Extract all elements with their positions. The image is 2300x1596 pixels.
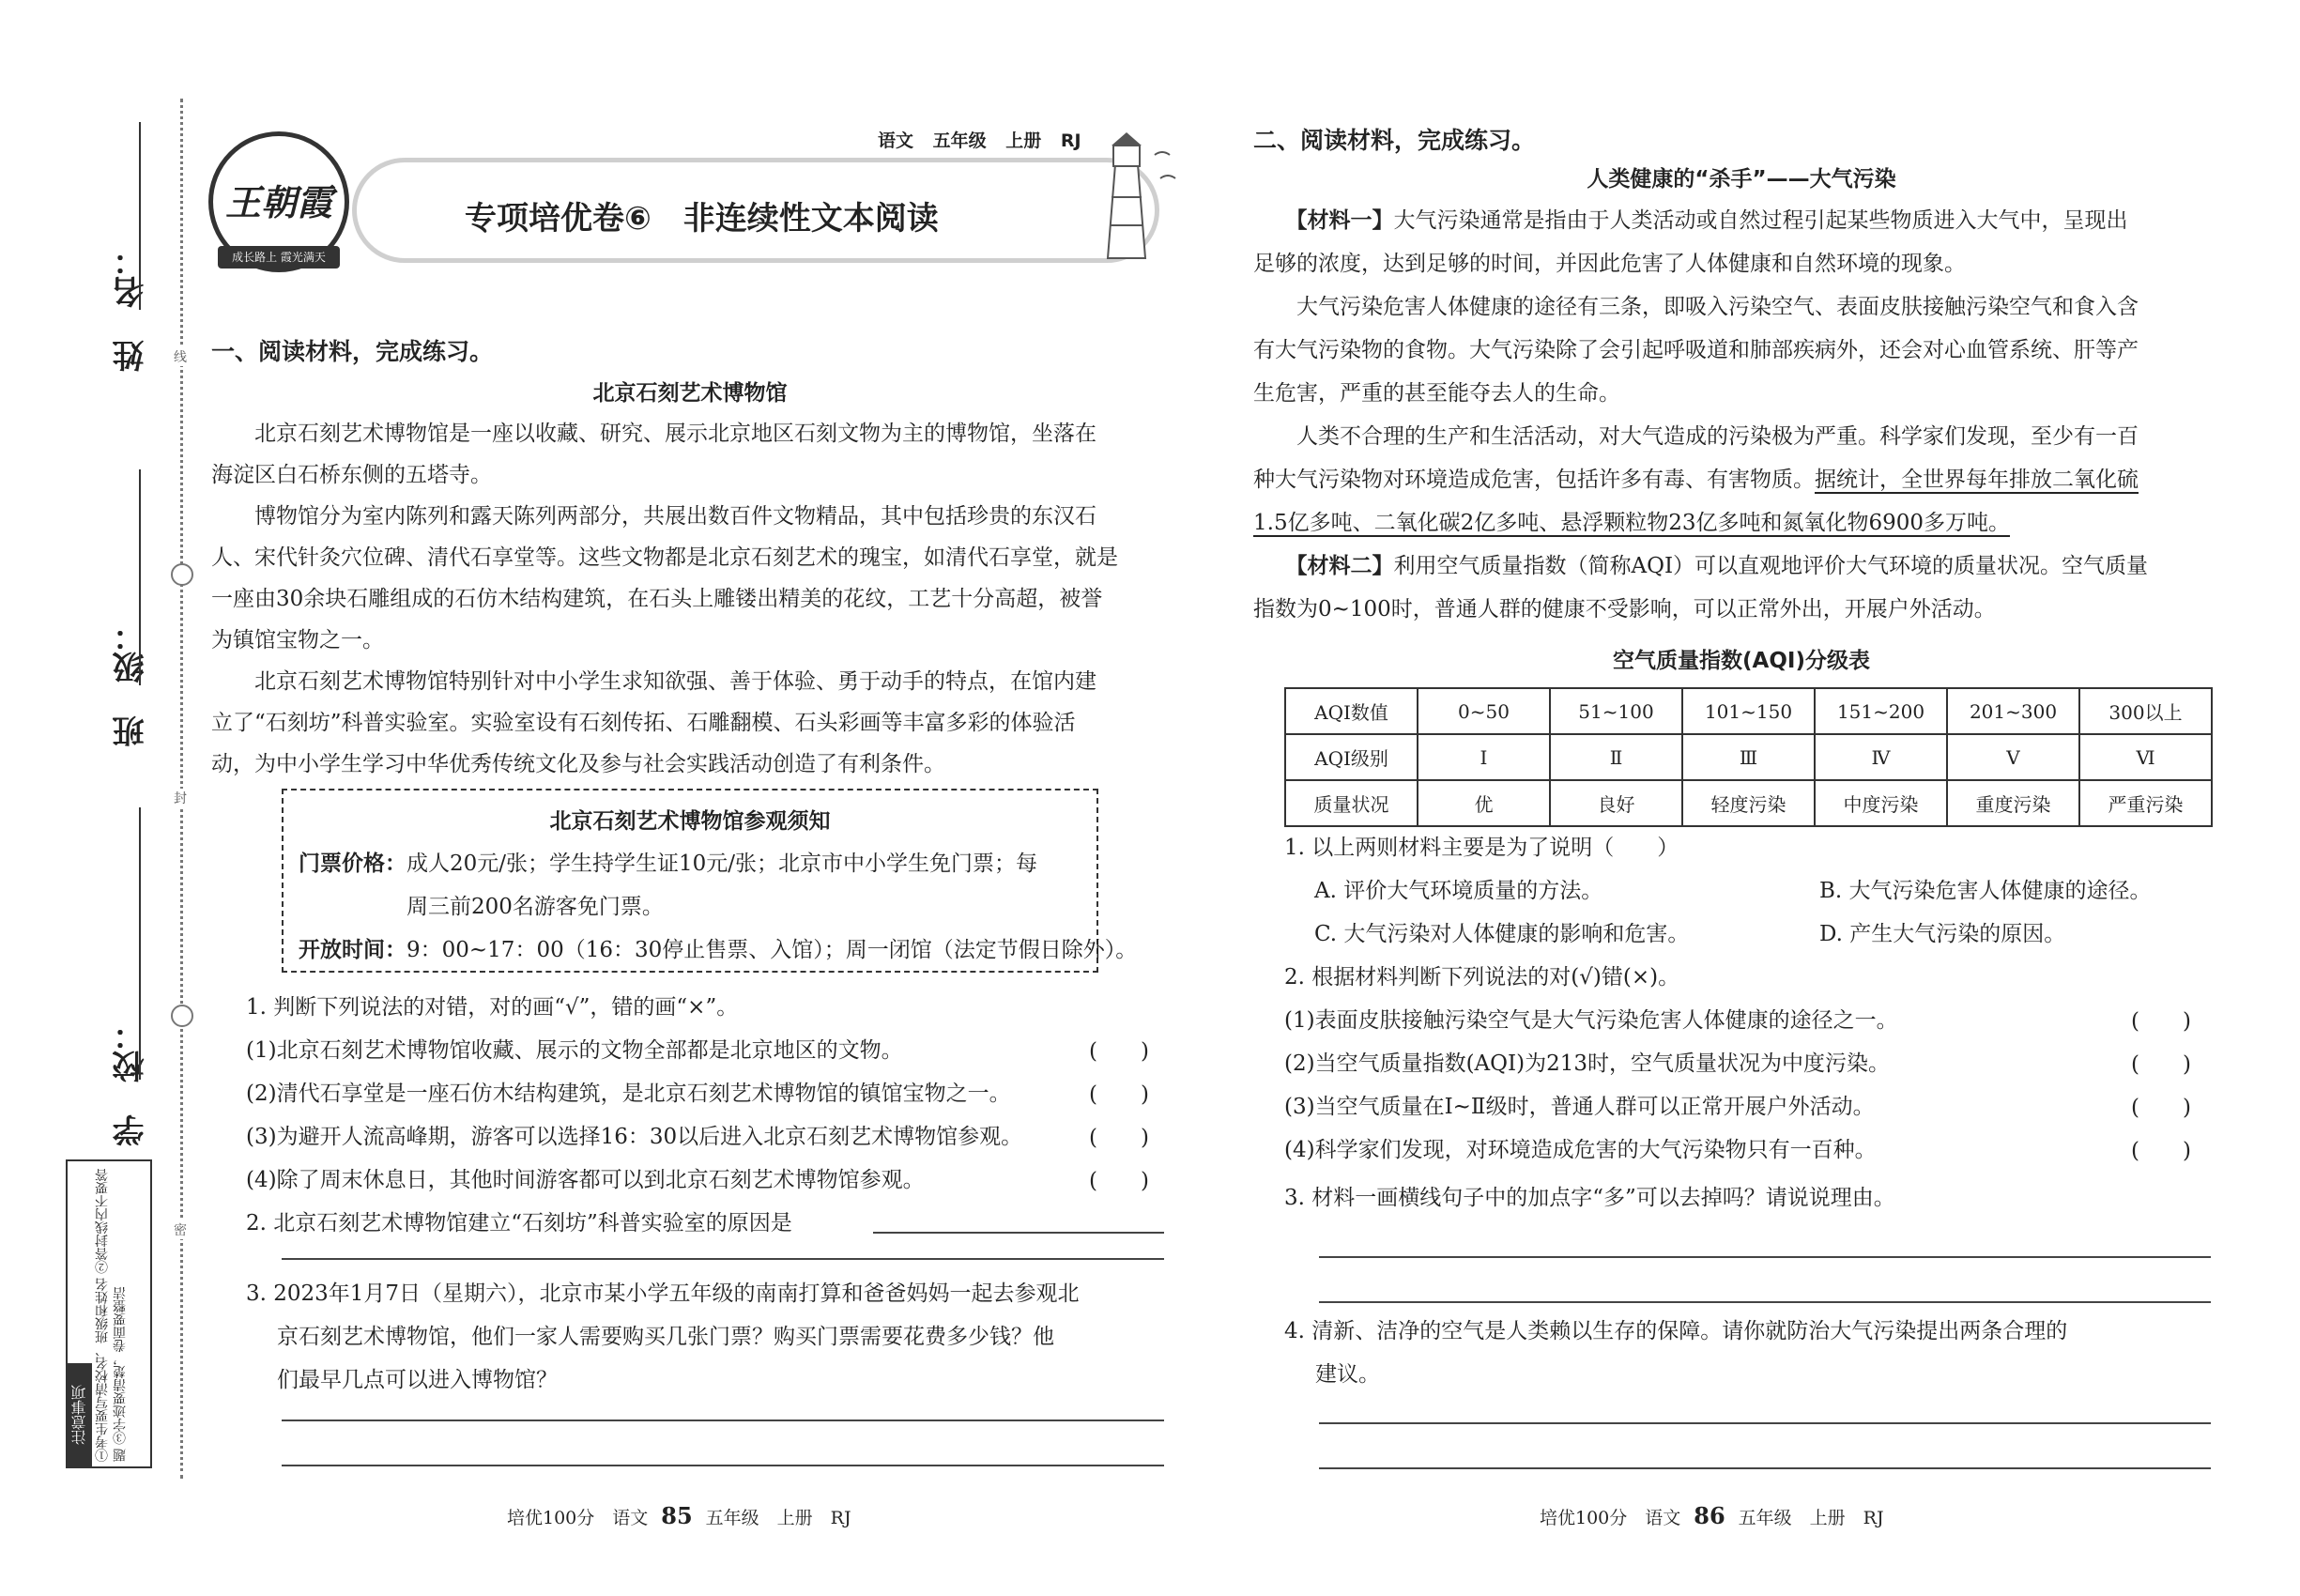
right-section-heading: 二、阅读材料，完成练习。 [1253, 127, 1536, 154]
right-article-title: 人类健康的“杀手”——大气污染 [1587, 167, 1896, 192]
answer-paren[interactable]: ( ) [2131, 1096, 2191, 1120]
left-para3-line: 立了“石刻坊”科普实验室。实验室设有石刻传拓、石雕翻模、石头彩画等丰富多彩的体验活 [211, 711, 1076, 735]
table-cell: Ⅴ [1947, 734, 2079, 780]
footer-right-text: 五年级 上册 RJ [1738, 1508, 1884, 1528]
page-number: 85 [661, 1502, 693, 1529]
table-cell: 重度污染 [1947, 780, 2079, 826]
left-article-title: 北京石刻艺术博物馆 [592, 381, 788, 406]
underlined-sentence: 据统计，全世界每年排放二氧化硫 [1815, 468, 2139, 492]
right-q2-items [1284, 999, 2110, 1172]
table-cell: Ⅳ [1815, 734, 1947, 780]
table-cell: 51~100 [1550, 688, 1682, 734]
left-q1-items [246, 1029, 1091, 1202]
right-footer [1540, 1502, 1884, 1529]
option-b[interactable]: B. 大气污染危害人体健康的途径。 [1819, 879, 2152, 903]
answer-paren[interactable]: ( ) [1089, 1126, 1149, 1150]
hours-text: 9：00~17：00（16：30停止售票、入馆）；周一闭馆（法定节假日除外）。 [406, 938, 1138, 962]
binding-hole [171, 1005, 193, 1027]
footer-right-text: 五年级 上册 RJ [705, 1508, 851, 1528]
table-cell: 151~200 [1815, 688, 1947, 734]
material-1-p2: 大气污染危害人体健康的途径有三条，即吸入污染空气、表面皮肤接触污染空气和食入含 [1253, 295, 2139, 319]
left-q1-item: (3)为避开人流高峰期，游客可以选择16：30以后进入北京石刻艺术博物馆参观。 [246, 1125, 1023, 1149]
left-para3-line: 北京石刻艺术博物馆特别针对中小学生求知欲强、善于体验、勇于动手的特点，在馆内建 [211, 669, 1096, 694]
left-para2-line: 人、宋代针灸穴位碑、清代石享堂等。这些文物都是北京石刻艺术的瑰宝，如清代石享堂，就是 [211, 545, 1118, 570]
material-1-p3: 人类不合理的生产和生活活动，对大气造成的污染极为严重。科学家们发现，至少有一百 [1253, 424, 2139, 449]
answer-paren[interactable]: ( ) [2131, 1052, 2191, 1077]
right-q2-item: (2)当空气质量指数(AQI)为213时，空气质量状况为中度污染。 [1284, 1051, 1890, 1076]
table-cell: 中度污染 [1815, 780, 1947, 826]
table-cell: Ⅰ [1418, 734, 1550, 780]
name-label: 姓 名： [113, 244, 150, 372]
table-cell: 0~50 [1418, 688, 1550, 734]
material-1-label: 【材料一】 [1296, 208, 1394, 233]
table-row [1285, 780, 2212, 826]
hours-label: 开放时间： [299, 938, 406, 962]
price-text-cont: 周三前200名游客免门票。 [406, 895, 664, 919]
left-q2: 2. 北京石刻艺术博物馆建立“石刻坊”科普实验室的原因是 [246, 1211, 792, 1235]
price-label: 门票价格： [299, 852, 406, 876]
left-q3-line: 京石刻艺术博物馆，他们一家人需要购买几张门票？购买门票需要花费多少钱？他 [277, 1325, 1054, 1349]
answer-line[interactable] [1319, 1467, 2211, 1469]
aqi-table [1284, 687, 2213, 827]
material-2-label: 【材料二】 [1296, 554, 1394, 578]
name-field[interactable] [139, 122, 141, 310]
footer-left-text: 培优100分 语文 [507, 1508, 649, 1528]
answer-line[interactable] [282, 1258, 1164, 1260]
notice-title: 注意事项 [68, 1363, 92, 1466]
table-row [1285, 734, 2212, 780]
left-q1: 1. 判断下列说法的对错，对的画“√”，错的画“×”。 [246, 995, 739, 1020]
answer-line[interactable] [1319, 1422, 2211, 1424]
right-q4-line: 建议。 [1315, 1362, 1380, 1387]
answer-line[interactable] [1319, 1301, 2211, 1303]
school-field[interactable] [139, 807, 141, 1080]
page-number: 86 [1694, 1502, 1725, 1529]
table-cell: AQI数值 [1285, 688, 1418, 734]
option-c[interactable]: C. 大气污染对人体健康的影响和危害。 [1314, 922, 1690, 946]
aqi-table-title: 空气质量指数(AQI)分级表 [1613, 649, 1870, 673]
cut-mark-2: 封 [171, 789, 190, 807]
left-q3-line: 们最早几点可以进入博物馆？ [277, 1368, 558, 1392]
table-cell: 良好 [1550, 780, 1682, 826]
cut-mark-1: 线 [171, 347, 190, 366]
table-cell: 质量状况 [1285, 780, 1418, 826]
table-cell: 严重污染 [2079, 780, 2212, 826]
visit-notice-title: 北京石刻艺术博物馆参观须知 [549, 809, 831, 834]
answer-paren[interactable]: ( ) [2131, 1009, 2191, 1034]
table-cell: 101~150 [1682, 688, 1815, 734]
left-para3-line: 动，为中小学生学习中华优秀传统文化及参与社会实践活动创造了有利条件。 [211, 752, 945, 776]
material-1-p2: 生危害，严重的甚至能夺去人的生命。 [1253, 381, 1620, 406]
answer-line[interactable] [282, 1420, 1164, 1421]
right-q2-item: (1)表面皮肤接触污染空气是大气污染危害人体健康的途径之一。 [1284, 1008, 1898, 1033]
price-text: 成人20元/张；学生持学生证10元/张；北京市中小学生免门票；每 [406, 852, 1038, 876]
material-2-text: 利用空气质量指数（简称AQI）可以直观地评价大气环境的质量状况。空气质量 [1393, 554, 2149, 578]
footer-left-text: 培优100分 语文 [1540, 1508, 1681, 1528]
right-article-body [1253, 199, 2230, 631]
material-2-text: 指数为0~100时，普通人群的健康不受影响，可以正常外出，开展户外活动。 [1253, 597, 1996, 622]
lighthouse-icon [1070, 127, 1183, 268]
right-q1: 1. 以上两则材料主要是为了说明（ ） [1284, 836, 1679, 860]
right-q3: 3. 材料一画横线句子中的加点字“多”可以去掉吗？请说说理由。 [1284, 1186, 1895, 1210]
left-para1-line: 北京石刻艺术博物馆是一座以收藏、研究、展示北京地区石刻文物为主的博物馆，坐落在 [211, 422, 1096, 446]
left-q1-item: (2)清代石享堂是一座石仿木结构建筑，是北京石刻艺术博物馆的镇馆宝物之一。 [246, 1082, 1011, 1106]
right-q2-item: (3)当空气质量在Ⅰ~Ⅱ级时，普通人群可以正常开展户外活动。 [1284, 1095, 1875, 1119]
right-q2: 2. 根据材料判断下列说法的对(√)错(×)。 [1284, 965, 1680, 990]
left-q1-item: (1)北京石刻艺术博物馆收藏、展示的文物全部都是北京地区的文物。 [246, 1038, 903, 1063]
table-row [1285, 688, 2212, 734]
class-label: 班 级： [113, 620, 150, 747]
material-1-p3: 种大气污染物对环境造成危害，包括许多有毒、有害物质。 [1253, 468, 1815, 492]
table-cell: AQI级别 [1285, 734, 1418, 780]
left-para2-line: 博物馆分为室内陈列和露天陈列两部分，共展出数百件文物精品，其中包括珍贵的东汉石 [211, 504, 1096, 529]
table-cell: Ⅱ [1550, 734, 1682, 780]
option-a[interactable]: A. 评价大气环境质量的方法。 [1314, 879, 1603, 903]
binding-hole [171, 563, 193, 586]
visit-notice-body [299, 842, 1138, 972]
brand-name: 王朝霞 [225, 181, 333, 223]
table-cell: 优 [1418, 780, 1550, 826]
header-meta: 语文 五年级 上册 RJ [878, 130, 1081, 151]
right-q4 [1284, 1310, 2067, 1396]
left-footer [507, 1502, 851, 1529]
left-q3 [246, 1272, 1080, 1402]
left-para2-line: 为镇馆宝物之一。 [211, 628, 384, 652]
answer-line[interactable] [1319, 1256, 2211, 1258]
answer-paren[interactable]: ( ) [2131, 1139, 2191, 1163]
answer-line[interactable] [282, 1465, 1164, 1466]
paper-title: 专项培优卷⑥ 非连续性文本阅读 [465, 200, 939, 238]
left-q3-line: 3. 2023年1月7日（星期六），北京市某小学五年级的南南打算和爸爸妈妈一起去参观北 [246, 1281, 1080, 1306]
brand-slogan: 成长路上 霞光满天 [218, 246, 340, 269]
answer-paren[interactable]: ( ) [1089, 1082, 1149, 1107]
left-article-body [211, 413, 1169, 785]
material-1-text: 足够的浓度，达到足够的时间，并因此危害了人体健康和自然环境的现象。 [1253, 252, 1966, 276]
answer-paren[interactable]: ( ) [1089, 1039, 1149, 1064]
underlined-sentence: 1.5亿多吨、二氧化碳2亿多吨、悬浮颗粒物23亿多吨和氮氧化物6900多万吨。 [1253, 511, 2011, 535]
table-cell: 300以上 [2079, 688, 2212, 734]
left-q1-item: (4)除了周末休息日，其他时间游客都可以到北京石刻艺术博物馆参观。 [246, 1168, 925, 1192]
right-q4-line: 4. 清新、洁净的空气是人类赖以生存的保障。请你就防治大气污染提出两条合理的 [1284, 1319, 2068, 1343]
answer-paren[interactable]: ( ) [1089, 1169, 1149, 1193]
table-cell: 轻度污染 [1682, 780, 1815, 826]
option-d[interactable]: D. 产生大气污染的原因。 [1819, 922, 2066, 946]
table-cell: Ⅵ [2079, 734, 2212, 780]
table-cell: Ⅲ [1682, 734, 1815, 780]
table-cell: 201~300 [1947, 688, 2079, 734]
left-section-heading: 一、阅读材料，完成练习。 [211, 338, 494, 365]
left-para1-line: 海淀区白石桥东侧的五塔寺。 [211, 463, 492, 487]
school-label: 学 校： [113, 1019, 150, 1146]
notice-items: ①考生要写清校名、班级和姓名 ②答封线内不要答题 ③字迹要清楚，卷面要整洁 [95, 1168, 128, 1462]
left-para2-line: 一座由30余块石雕组成的石仿木结构建筑，在石头上雕镂出精美的花纹，工艺十分高超，被誉 [211, 587, 1103, 611]
class-field[interactable] [139, 469, 141, 685]
right-q2-item: (4)科学家们发现，对环境造成危害的大气污染物只有一百种。 [1284, 1138, 1877, 1162]
cut-mark-3: 密 [171, 1220, 190, 1239]
answer-line[interactable] [873, 1232, 1164, 1234]
notice-box [66, 1159, 152, 1468]
material-1-text: 大气污染通常是指由于人类活动或自然过程引起某些物质进入大气中，呈现出 [1393, 208, 2128, 233]
material-1-p2: 有大气污染物的食物。大气污染除了会引起呼吸道和肺部疾病外，还会对心血管系统、肝等产 [1253, 338, 2139, 362]
